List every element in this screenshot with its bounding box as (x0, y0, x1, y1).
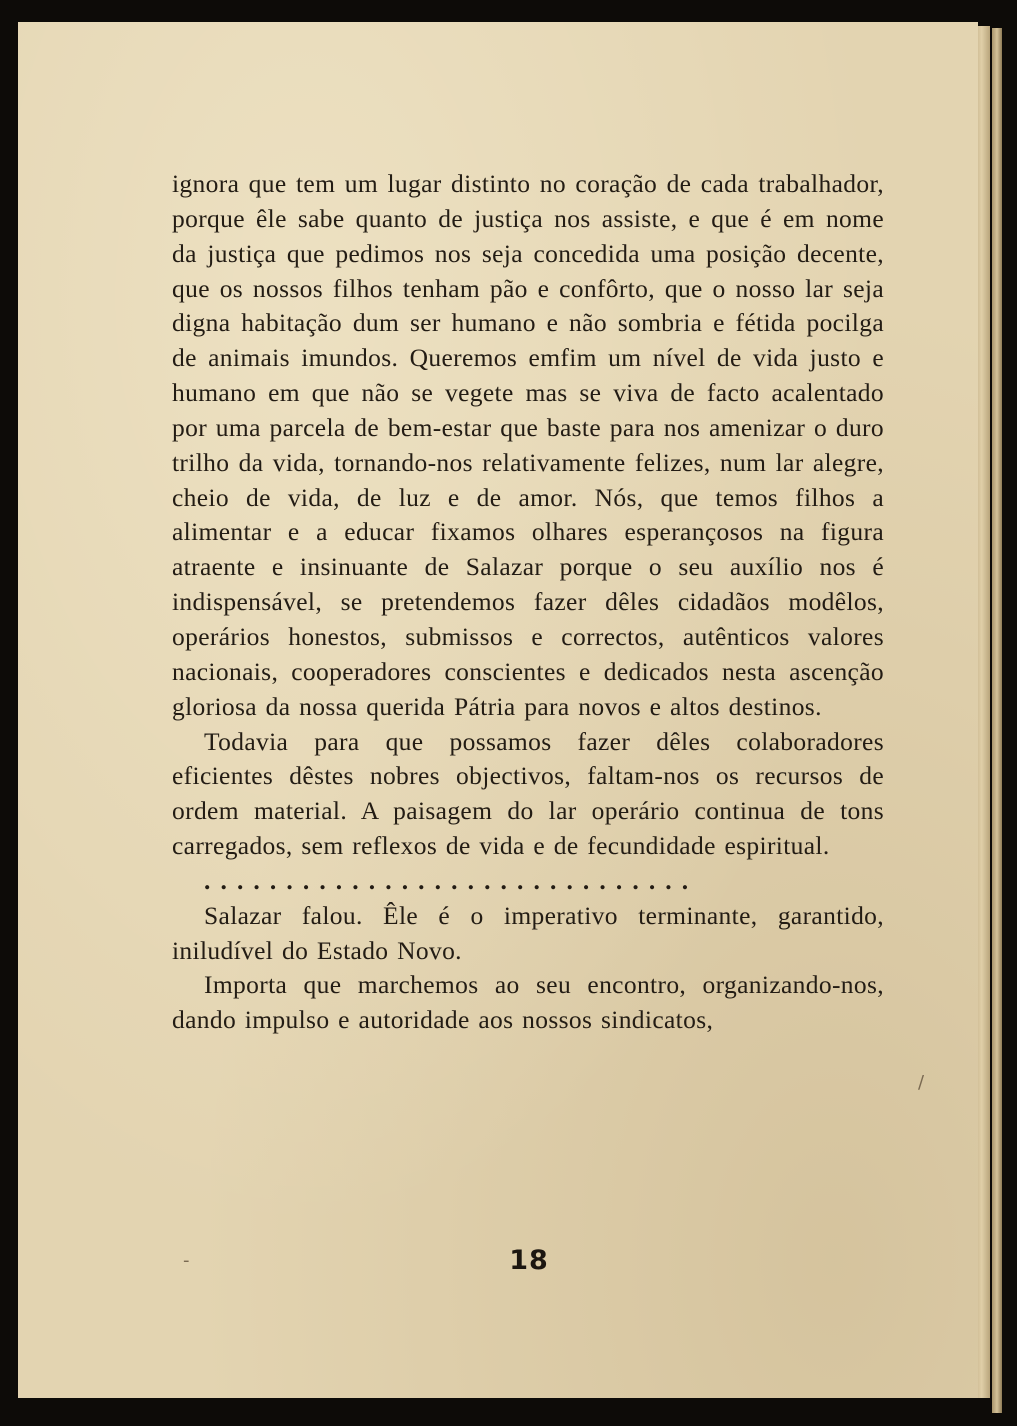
body-text (172, 167, 884, 1038)
paragraph-1: ignora que tem um lugar distinto no coração de cada trabalhador, porque êle sabe quanto de justiça nos assiste, e que é em nome da justiça que pedimos nos seja concedida uma posição decente, que os nossos filhos tenham pão e confôrto, que o nosso lar seja digna habitação dum ser humano e não sombria e fétida pocilga de animais imundos. Queremos emfim um nível de vida justo e humano em que não se vegete mas se viva de facto acalentado por uma parcela de bem-estar que baste para nos amenizar o duro trilho da vida, tornando-nos relativamente felizes, num lar alegre, cheio de vida, de luz e de amor. Nós, que temos filhos a alimentar e a educar fixamos olhares esperançosos na figura atraente e insinuante de Salazar porque o seu auxílio nos é indispensável, se pretendemos fazer dêles cidadãos modêlos, operários honestos, submissos e correctos, autênticos valores nacionais, cooperadores conscientes e dedicados nesta ascenção gloriosa da nossa querida Pátria para novos e altos destinos. (172, 169, 884, 721)
ink-speck: / (918, 1072, 925, 1093)
dotted-separator: .............................. (204, 865, 699, 895)
page-stack-edge (992, 28, 1002, 1413)
ink-speck: - (183, 1250, 190, 1271)
page-number: 18 (509, 1245, 549, 1276)
page-edge (976, 26, 990, 1398)
paragraph-2: Todavia para que possamos fazer dêles colaboradores eficientes dêstes nobres objectivos, faltam-nos os recursos de ordem material. A paisagem do lar operário continua de tons carregados, sem reflexos de vida e de fecundidade espiritual. (172, 726, 884, 861)
paragraph-4: Importa que marchemos ao seu encontro, organizando-nos, dando impulso e autoridade aos nossos sindicatos, (172, 970, 884, 1035)
paragraph-3: Salazar falou. Êle é o imperativo terminante, garantido, iniludível do Estado Novo. (172, 900, 884, 965)
